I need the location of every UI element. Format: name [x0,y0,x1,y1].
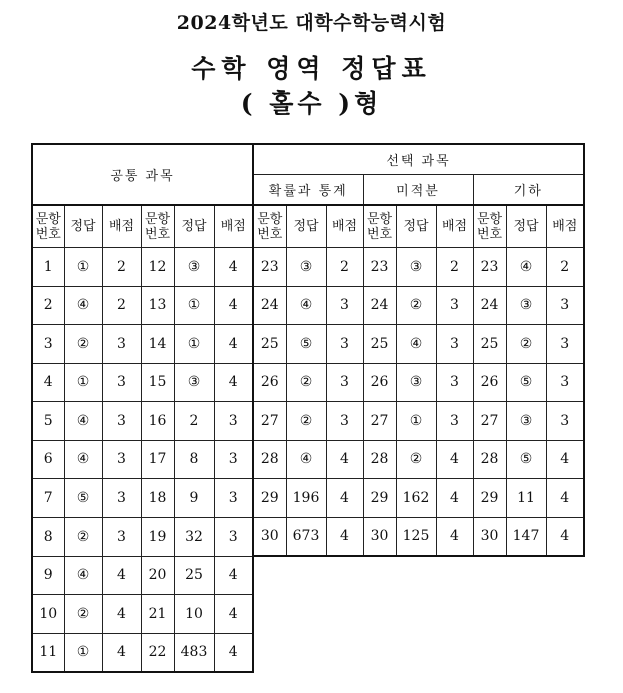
problem-number: 30 [363,517,396,556]
score-cell: 3 [214,402,253,441]
problem-number: 7 [32,479,64,518]
calculus-header: 미적분 [363,175,473,206]
answer-cell: ② [396,286,436,325]
problem-number: 24 [363,286,396,325]
score-cell: 3 [436,325,473,364]
score-cell: 3 [436,286,473,325]
answer-cell: ① [64,363,102,402]
answer-cell: ④ [64,440,102,479]
col-header-number: 문항 번호 [473,205,506,248]
problem-number: 1 [32,248,64,287]
answer-cell: ① [174,325,214,364]
problem-number: 9 [32,556,64,595]
problem-number: 23 [253,248,286,287]
problem-number: 30 [473,517,506,556]
score-cell: 4 [102,595,141,634]
answer-cell: ⑤ [286,325,326,364]
col-header-number: 문항 번호 [32,205,64,248]
score-cell: 3 [326,363,363,402]
answer-cell: ② [396,440,436,479]
score-cell: 3 [546,286,584,325]
problem-number: 26 [253,363,286,402]
col-header-answer: 정답 [286,205,326,248]
answer-cell: ④ [64,556,102,595]
score-cell: 3 [214,479,253,518]
answer-cell: ④ [506,248,546,287]
problem-number: 25 [473,325,506,364]
answer-cell: ② [286,402,326,441]
score-cell: 4 [214,363,253,402]
problem-number: 28 [473,440,506,479]
answer-cell: ⑤ [64,479,102,518]
score-cell: 2 [326,248,363,287]
problem-number: 25 [253,325,286,364]
problem-number: 25 [363,325,396,364]
score-cell: 3 [102,517,141,556]
answer-cell: 483 [174,633,214,672]
score-cell: 4 [546,517,584,556]
problem-number: 14 [141,325,174,364]
table-row [32,248,584,287]
problem-number: 29 [253,479,286,518]
answer-cell: 8 [174,440,214,479]
problem-number: 8 [32,517,64,556]
score-cell: 4 [546,479,584,518]
col-header-answer: 정답 [174,205,214,248]
table-row [32,633,584,672]
table-row [32,440,584,479]
col-header-answer: 정답 [506,205,546,248]
problem-number: 28 [363,440,396,479]
problem-number: 24 [253,286,286,325]
answer-cell: ① [174,286,214,325]
score-cell: 3 [102,479,141,518]
answer-cell: ③ [506,402,546,441]
score-cell: 4 [326,517,363,556]
answer-cell: ③ [286,248,326,287]
answer-cell: 32 [174,517,214,556]
answer-cell: ② [64,595,102,634]
col-header-number: 문항 번호 [253,205,286,248]
score-cell: 3 [546,363,584,402]
answer-cell: ② [286,363,326,402]
score-cell: 4 [436,517,473,556]
answer-table [31,143,585,673]
answer-cell: 25 [174,556,214,595]
answer-cell: ④ [286,440,326,479]
answer-cell: ⑤ [506,363,546,402]
score-cell: 4 [214,595,253,634]
answer-cell: 11 [506,479,546,518]
problem-number: 18 [141,479,174,518]
answer-cell: 9 [174,479,214,518]
table-row [32,595,584,634]
problem-number: 5 [32,402,64,441]
score-cell: 4 [436,479,473,518]
answer-cell: 196 [286,479,326,518]
col-header-score: 배점 [326,205,363,248]
answer-cell: ④ [64,286,102,325]
problem-number: 11 [32,633,64,672]
answer-cell: 673 [286,517,326,556]
answer-cell: ④ [64,402,102,441]
answer-cell: ④ [286,286,326,325]
answer-cell: ② [506,325,546,364]
score-cell: 4 [546,440,584,479]
table-row [32,517,584,556]
answer-cell: 162 [396,479,436,518]
score-cell: 3 [102,325,141,364]
score-cell: 3 [102,402,141,441]
table-row [32,556,584,595]
problem-number: 28 [253,440,286,479]
answer-cell: 125 [396,517,436,556]
problem-number: 24 [473,286,506,325]
answer-cell: ③ [174,248,214,287]
score-cell: 4 [214,286,253,325]
score-cell: 2 [546,248,584,287]
score-cell: 2 [102,286,141,325]
problem-number: 23 [473,248,506,287]
problem-number: 22 [141,633,174,672]
problem-number: 26 [363,363,396,402]
problem-number: 26 [473,363,506,402]
problem-number: 15 [141,363,174,402]
answer-cell: ③ [506,286,546,325]
col-header-number: 문항 번호 [363,205,396,248]
score-cell: 3 [436,363,473,402]
score-cell: 4 [326,440,363,479]
col-header-score: 배점 [102,205,141,248]
answer-cell: ③ [396,248,436,287]
score-cell: 3 [326,286,363,325]
problem-number: 12 [141,248,174,287]
prob-stat-header: 확률과 통계 [253,175,363,206]
page-title: 수학 영역 정답표 [191,54,432,83]
problem-number: 19 [141,517,174,556]
answer-cell: ② [64,325,102,364]
answer-cell: 147 [506,517,546,556]
answer-cell: 10 [174,595,214,634]
form-type: ( 홀수 )형 [240,89,383,118]
score-cell: 4 [214,556,253,595]
problem-number: 20 [141,556,174,595]
score-cell: 2 [102,248,141,287]
col-header-answer: 정답 [396,205,436,248]
problem-number: 21 [141,595,174,634]
problem-number: 27 [253,402,286,441]
score-cell: 3 [326,325,363,364]
problem-number: 17 [141,440,174,479]
score-cell: 3 [326,402,363,441]
col-header-score: 배점 [214,205,253,248]
problem-number: 30 [253,517,286,556]
answer-cell: ④ [396,325,436,364]
score-cell: 4 [214,633,253,672]
answer-cell: 2 [174,402,214,441]
col-header-score: 배점 [546,205,584,248]
problem-number: 16 [141,402,174,441]
common-subject-header: 공통 과목 [32,144,253,205]
col-header-answer: 정답 [64,205,102,248]
score-cell: 4 [214,248,253,287]
answer-cell: ① [64,633,102,672]
score-cell: 3 [436,402,473,441]
score-cell: 4 [326,479,363,518]
answer-cell: ⑤ [506,440,546,479]
answer-cell: ③ [174,363,214,402]
problem-number: 6 [32,440,64,479]
problem-number: 3 [32,325,64,364]
problem-number: 23 [363,248,396,287]
col-header-number: 문항 번호 [141,205,174,248]
table-row [32,363,584,402]
score-cell: 3 [102,440,141,479]
score-cell: 4 [102,633,141,672]
table-row [32,286,584,325]
problem-number: 27 [473,402,506,441]
table-row [32,402,584,441]
answer-cell: ② [64,517,102,556]
score-cell: 4 [102,556,141,595]
score-cell: 3 [214,517,253,556]
col-header-score: 배점 [436,205,473,248]
answer-cell: ③ [396,363,436,402]
table-row [32,325,584,364]
score-cell: 4 [214,325,253,364]
problem-number: 27 [363,402,396,441]
score-cell: 3 [546,402,584,441]
problem-number: 4 [32,363,64,402]
score-cell: 3 [546,325,584,364]
problem-number: 10 [32,595,64,634]
table-row [32,479,584,518]
answer-cell: ① [64,248,102,287]
answer-cell: ① [396,402,436,441]
score-cell: 3 [214,440,253,479]
problem-number: 29 [473,479,506,518]
score-cell: 2 [436,248,473,287]
elective-subject-header: 선택 과목 [253,144,584,175]
problem-number: 29 [363,479,396,518]
geometry-header: 기하 [473,175,584,206]
score-cell: 3 [102,363,141,402]
score-cell: 4 [436,440,473,479]
exam-title: 2024학년도 대학수학능력시험 [176,12,447,34]
problem-number: 13 [141,286,174,325]
problem-number: 2 [32,286,64,325]
